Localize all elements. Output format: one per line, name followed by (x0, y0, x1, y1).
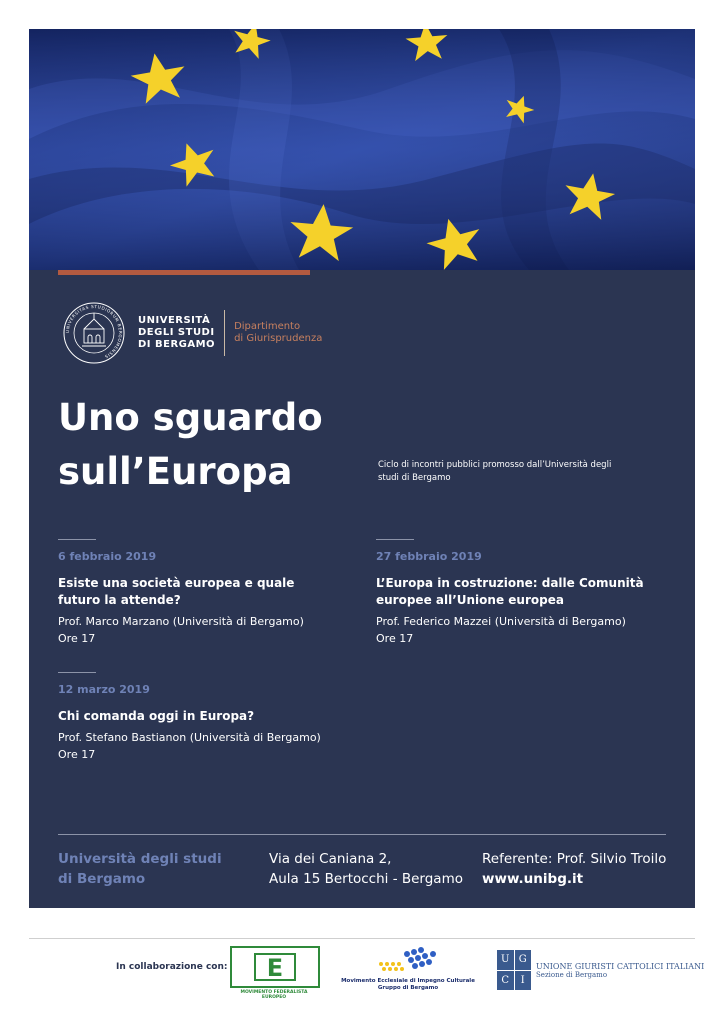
svg-text:E: E (266, 954, 284, 982)
mfe-logo-box (230, 946, 320, 988)
event-rule (58, 672, 96, 673)
event-date: 6 febbraio 2019 (58, 550, 157, 563)
ugci-monogram-icon: U G C I (497, 950, 531, 990)
event-2 (376, 539, 686, 647)
logo-divider (224, 310, 225, 356)
accent-bar (58, 270, 310, 275)
mfe-caption: MOVIMENTO FEDERALISTA EUROPEO (240, 990, 308, 1000)
referent-text: Referente: Prof. Silvio Troilo (482, 851, 667, 867)
meic-dots-icon (373, 944, 443, 974)
event-time: Ore 17 (58, 632, 96, 645)
poster-panel (29, 29, 695, 908)
university-logo (62, 301, 322, 365)
meic-caption-1: Movimento Ecclesiale di Impegno Culturale (341, 978, 475, 984)
event-date: 12 marzo 2019 (58, 683, 150, 696)
event-time: Ore 17 (58, 748, 96, 761)
event-speaker: Prof. Marco Marzano (Università di Bergamo) (58, 615, 304, 628)
bottom-divider (29, 938, 695, 939)
event-rule (58, 539, 96, 540)
event-1 (58, 539, 358, 647)
event-title: Esiste una società europea e quale futuro la attende? (58, 576, 295, 607)
meic-logo (333, 944, 483, 996)
event-time: Ore 17 (376, 632, 414, 645)
eu-flag-image (29, 29, 695, 270)
event-date: 27 febbraio 2019 (376, 550, 482, 563)
subtitle: Ciclo di incontri pubblici promosso dall’Università degli studi di Bergamo (378, 460, 612, 483)
footer-referent (482, 849, 666, 889)
footer-university: Università degli studi di Bergamo (58, 851, 222, 887)
event-speaker: Prof. Federico Mazzei (Università di Bergamo) (376, 615, 626, 628)
mfe-e-icon (253, 952, 297, 982)
collaboration-label: In collaborazione con: (116, 962, 228, 972)
event-title: L’Europa in costruzione: dalle Comunità europee all’Unione europea (376, 576, 644, 607)
event-title: Chi comanda oggi in Europa? (58, 709, 255, 723)
footer-address: Via dei Caniana 2, Aula 15 Bertocchi - Bergamo (269, 851, 463, 887)
university-name: UNIVERSITÀ DEGLI STUDI DI BERGAMO (138, 315, 216, 350)
ugci-logo (497, 950, 704, 990)
event-3 (58, 672, 378, 763)
svg-text:UNIVERSITAS STUDIORUM BERGOMEN: UNIVERSITAS STUDIORUM BERGOMENSIS (64, 303, 124, 360)
event-speaker: Prof. Stefano Bastianon (Università di Bergamo) (58, 731, 321, 744)
website-link[interactable]: www.unibg.it (482, 871, 584, 887)
event-rule (376, 539, 414, 540)
footer-divider (58, 834, 666, 835)
department-name: Dipartimento di Giurisprudenza (234, 321, 323, 344)
mfe-logo (230, 946, 318, 1000)
university-seal-icon (62, 301, 126, 365)
ugci-name: UNIONE GIURISTI CATTOLICI ITALIANI Sezione di Bergamo (536, 961, 705, 979)
page-title: Uno sguardo sull’Europa (58, 396, 323, 493)
meic-caption-2: Gruppo di Bergamo (377, 985, 439, 991)
